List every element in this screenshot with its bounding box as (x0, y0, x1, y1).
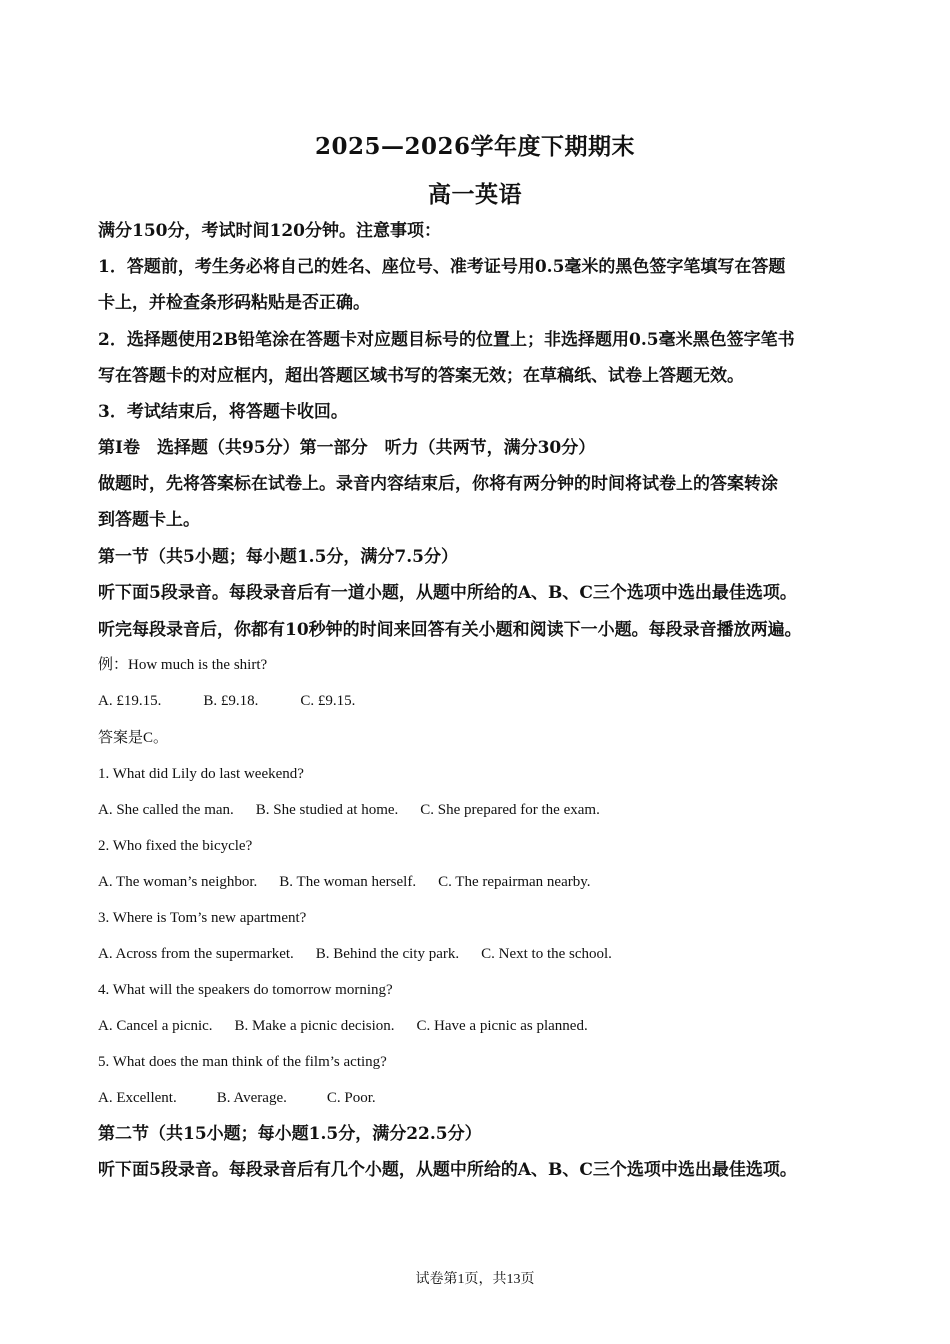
question-5: 5. What does the man think of the film’s acting? (98, 1054, 387, 1070)
instruction-3: 3．考试结束后，将答题卡收回。 (98, 402, 348, 422)
instruction-1-line1: 1．答题前，考生务必将自己的姓名、座位号、准考证号用0.5毫米的黑色签字笔填写在答题 (98, 257, 786, 277)
option-c: C. Next to the school. (481, 946, 612, 962)
option-a: A. Across from the supermarket. (98, 946, 294, 962)
page-footer: 试卷第1页，共13页 (415, 1272, 535, 1287)
instruction-2-line2: 写在答题卡的对应框内，超出答题区域书写的答案无效；在草稿纸、试卷上答题无效。 (98, 366, 744, 386)
section2-desc-line1: 听下面5段录音。每段录音后有几个小题，从题中所给的A、B、C三个选项中选出最佳选项。 (98, 1160, 797, 1180)
option-c: C. She prepared for the exam. (420, 802, 600, 818)
question-5-options (98, 1086, 858, 1110)
example-options (98, 689, 858, 713)
section2-heading: 第二节（共15小题；每小题1.5分，满分22.5分） (98, 1124, 482, 1144)
instruction-1-line2: 卡上，并检查条形码粘贴是否正确。 (98, 293, 370, 313)
section1-heading: 第一节（共5小题；每小题1.5分，满分7.5分） (98, 547, 458, 567)
option-b: B. Behind the city park. (315, 946, 460, 962)
instructions-intro: 满分150分，考试时间120分钟。注意事项： (98, 221, 441, 241)
part1-note-line2: 到答题卡上。 (98, 510, 200, 530)
part1-note-line1: 做题时，先将答案标在试卷上。录音内容结束后，你将有两分钟的时间将试卷上的答案转涂 (98, 474, 778, 494)
option-a: A. Cancel a picnic. (98, 1018, 213, 1034)
part1-heading: 第Ⅰ卷 选择题（共95分）第一部分 听力（共两节，满分30分） (98, 438, 596, 458)
question-2: 2. Who fixed the bicycle? (98, 838, 253, 854)
question-4-options (98, 1014, 858, 1038)
question-4: 4. What will the speakers do tomorrow morning? (98, 982, 393, 998)
option-a: A. She called the man. (98, 802, 234, 818)
option-a: A. £19.15. (98, 693, 162, 709)
option-c: C. The repairman nearby. (438, 874, 591, 890)
question-1-options (98, 798, 858, 822)
exam-subject: 高一英语 (428, 181, 522, 208)
option-c: C. £9.15. (300, 693, 356, 709)
option-b: B. Make a picnic decision. (234, 1018, 395, 1034)
option-c: C. Poor. (326, 1090, 376, 1106)
question-2-options (98, 870, 858, 894)
exam-title: 2025—2026学年度下期期末 (314, 133, 636, 160)
option-b: B. The woman herself. (279, 874, 417, 890)
option-a: A. The woman’s neighbor. (98, 874, 258, 890)
example-question: 例：How much is the shirt? (98, 657, 268, 673)
question-3-options (98, 942, 858, 966)
question-3: 3. Where is Tom’s new apartment? (98, 910, 307, 926)
instruction-2-line1: 2．选择题使用2B铅笔涂在答题卡对应题目标号的位置上；非选择题用0.5毫米黑色签字笔书 (98, 330, 795, 350)
section1-desc-line2: 听完每段录音后，你都有10秒钟的时间来回答有关小题和阅读下一小题。每段录音播放两遍。 (98, 620, 802, 640)
example-answer: 答案是C。 (98, 730, 169, 746)
section1-desc-line1: 听下面5段录音。每段录音后有一道小题，从题中所给的A、B、C三个选项中选出最佳选项。 (98, 583, 797, 603)
option-b: B. Average. (216, 1090, 287, 1106)
question-1: 1. What did Lily do last weekend? (98, 766, 304, 782)
option-b: B. £9.18. (203, 693, 259, 709)
option-c: C. Have a picnic as planned. (416, 1018, 588, 1034)
option-b: B. She studied at home. (255, 802, 399, 818)
option-a: A. Excellent. (98, 1090, 177, 1106)
